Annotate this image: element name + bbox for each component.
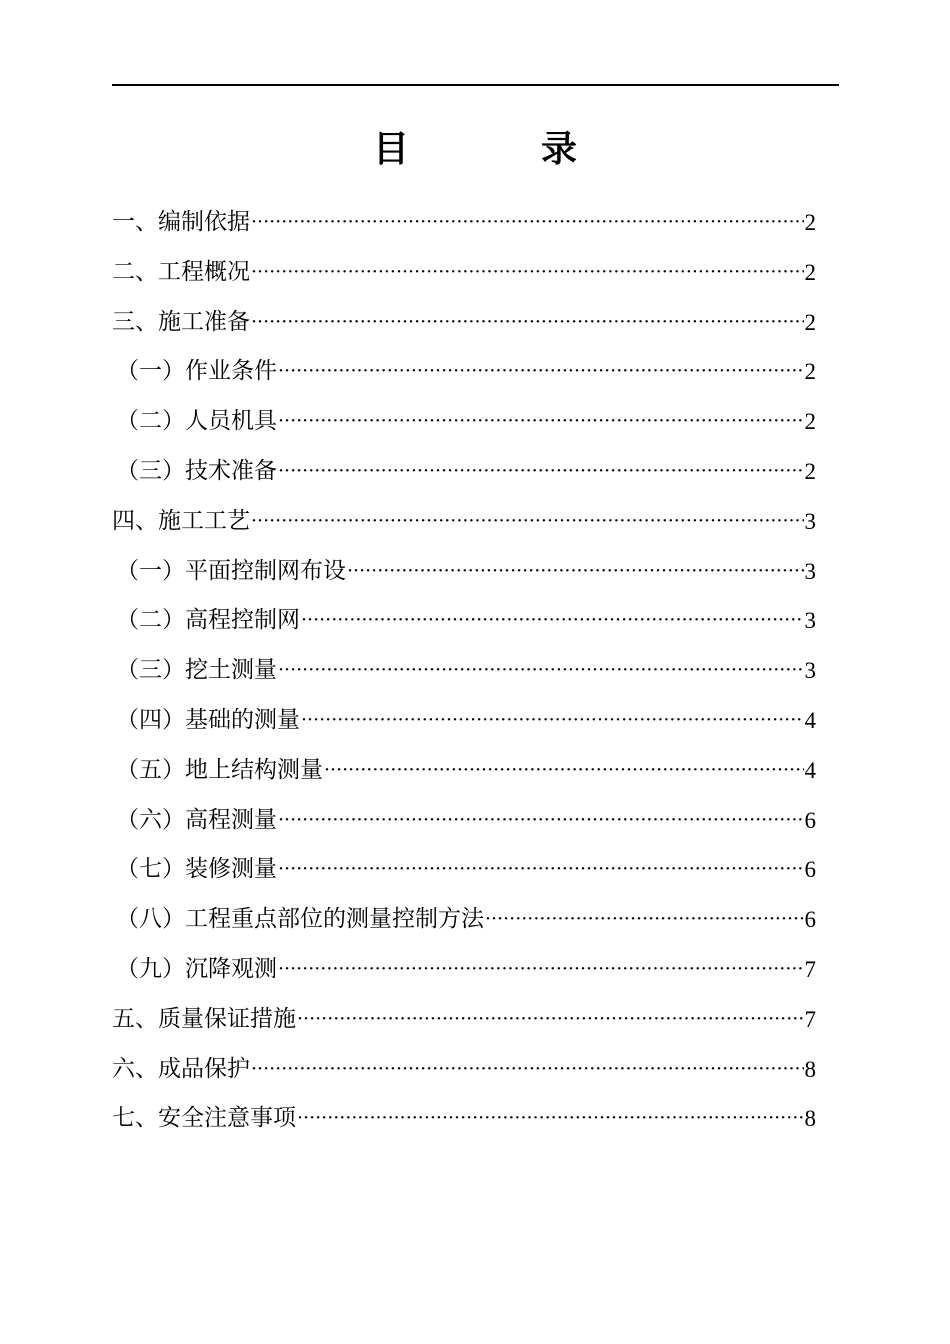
toc-entry-page-number: 7 <box>804 956 816 982</box>
dot-leader <box>278 347 804 397</box>
toc-entry[interactable] <box>112 1094 816 1144</box>
toc-entry-page-number: 8 <box>804 1106 816 1132</box>
dot-leader <box>251 198 804 248</box>
toc-entry-page-number: 4 <box>804 707 816 733</box>
toc-entry[interactable] <box>112 447 816 497</box>
toc-entry[interactable] <box>112 796 816 846</box>
toc-entry[interactable] <box>112 497 816 547</box>
toc-entry-label: 七、安全注意事项 <box>112 1105 296 1132</box>
toc-entry-label: 四、施工工艺 <box>112 507 250 534</box>
toc-entry-label: （二）高程控制网 <box>116 607 300 634</box>
toc-entry[interactable] <box>112 845 816 895</box>
toc-entry[interactable] <box>112 248 816 298</box>
dot-leader <box>278 945 804 995</box>
toc-entry[interactable] <box>112 1045 816 1095</box>
toc-entry[interactable] <box>112 696 816 746</box>
toc-entry-page-number: 2 <box>804 409 816 435</box>
toc-entry-page-number: 2 <box>804 309 816 335</box>
header-rule <box>112 84 839 86</box>
dot-leader <box>251 497 804 547</box>
toc-entry-label: （三）挖土测量 <box>116 657 277 684</box>
toc-entry-page-number: 6 <box>804 907 816 933</box>
dot-leader <box>278 646 804 696</box>
toc-entry[interactable] <box>112 298 816 348</box>
dot-leader <box>251 298 804 348</box>
dot-leader <box>324 746 804 796</box>
toc-entry[interactable] <box>112 995 816 1045</box>
toc-entry-page-number: 3 <box>804 558 816 584</box>
toc-entry-label: 三、施工准备 <box>112 308 250 335</box>
toc-entry-page-number: 3 <box>804 508 816 534</box>
toc-entry-page-number: 3 <box>804 658 816 684</box>
table-of-contents <box>112 198 816 1144</box>
dot-leader <box>251 1045 804 1095</box>
dot-leader <box>278 845 804 895</box>
toc-entry[interactable] <box>112 547 816 597</box>
toc-entry[interactable] <box>112 646 816 696</box>
toc-entry-label: （二）人员机具 <box>116 408 277 435</box>
dot-leader <box>278 447 804 497</box>
toc-entry-label: （四）基础的测量 <box>116 706 300 733</box>
toc-title: 目 录 <box>372 129 625 170</box>
toc-entry-page-number: 6 <box>804 807 816 833</box>
toc-entry-label: （三）技术准备 <box>116 457 277 484</box>
toc-entry-page-number: 3 <box>804 608 816 634</box>
dot-leader <box>278 796 804 846</box>
dot-leader <box>278 397 804 447</box>
dot-leader <box>297 995 804 1045</box>
toc-entry[interactable] <box>112 397 816 447</box>
toc-entry-page-number: 7 <box>804 1006 816 1032</box>
dot-leader <box>301 696 804 746</box>
toc-entry[interactable] <box>112 895 816 945</box>
toc-entry-label: （五）地上结构测量 <box>116 756 323 783</box>
toc-entry[interactable] <box>112 596 816 646</box>
dot-leader <box>301 596 804 646</box>
toc-entry-label: 二、工程概况 <box>112 258 250 285</box>
toc-entry-page-number: 8 <box>804 1056 816 1082</box>
toc-entry-label: 五、质量保证措施 <box>112 1005 296 1032</box>
toc-entry-label: （六）高程测量 <box>116 806 277 833</box>
toc-entry-label: （八）工程重点部位的测量控制方法 <box>116 906 484 933</box>
toc-entry-page-number: 2 <box>804 458 816 484</box>
dot-leader <box>347 547 804 597</box>
toc-entry-page-number: 2 <box>804 210 816 235</box>
toc-entry-label: （一）作业条件 <box>116 358 277 385</box>
toc-entry[interactable] <box>112 198 816 248</box>
toc-entry-label: （七）装修测量 <box>116 856 277 883</box>
toc-entry-label: 六、成品保护 <box>112 1055 250 1082</box>
toc-entry-label: （九）沉降观测 <box>116 955 277 982</box>
dot-leader <box>251 248 804 298</box>
toc-entry-label: （一）平面控制网布设 <box>116 557 346 584</box>
toc-entry-page-number: 2 <box>804 359 816 385</box>
toc-entry[interactable] <box>112 347 816 397</box>
toc-entry[interactable] <box>112 746 816 796</box>
toc-entry-page-number: 2 <box>804 259 816 285</box>
toc-entry-label: 一、编制依据 <box>112 209 250 235</box>
dot-leader <box>297 1094 804 1144</box>
toc-entry-page-number: 6 <box>804 857 816 883</box>
dot-leader <box>485 895 804 945</box>
toc-entry-page-number: 4 <box>804 757 816 783</box>
toc-entry[interactable] <box>112 945 816 995</box>
